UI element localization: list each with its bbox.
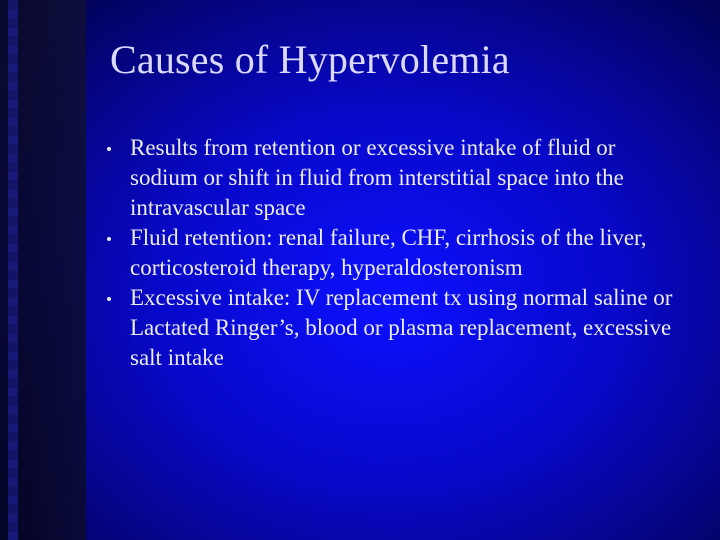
- bullet-text: Results from retention or excessive intake of fluid or sodium or shift in fluid from interstitial space into the intravascular space: [130, 135, 624, 220]
- bullet-text: Excessive intake: IV replacement tx using normal saline or Lactated Ringer’s, blood or plasma replacement, excessive salt intake: [130, 285, 673, 370]
- decorative-left-glow: [22, 0, 86, 540]
- bullet-text: Fluid retention: renal failure, CHF, cirrhosis of the liver, corticosteroid therapy, hyperaldosteronism: [130, 225, 647, 280]
- bullet-item-retention-or-intake: [100, 133, 680, 223]
- bullet-dot-icon: [107, 297, 111, 301]
- bullet-dot-icon: [107, 147, 111, 151]
- bullet-item-excessive-intake: [100, 283, 680, 373]
- bullet-dot-icon: [107, 237, 111, 241]
- bullet-list: [100, 133, 680, 373]
- decorative-square-column: [5, 0, 21, 540]
- bullet-item-fluid-retention: [100, 223, 680, 283]
- slide-title: Causes of Hypervolemia: [110, 37, 510, 82]
